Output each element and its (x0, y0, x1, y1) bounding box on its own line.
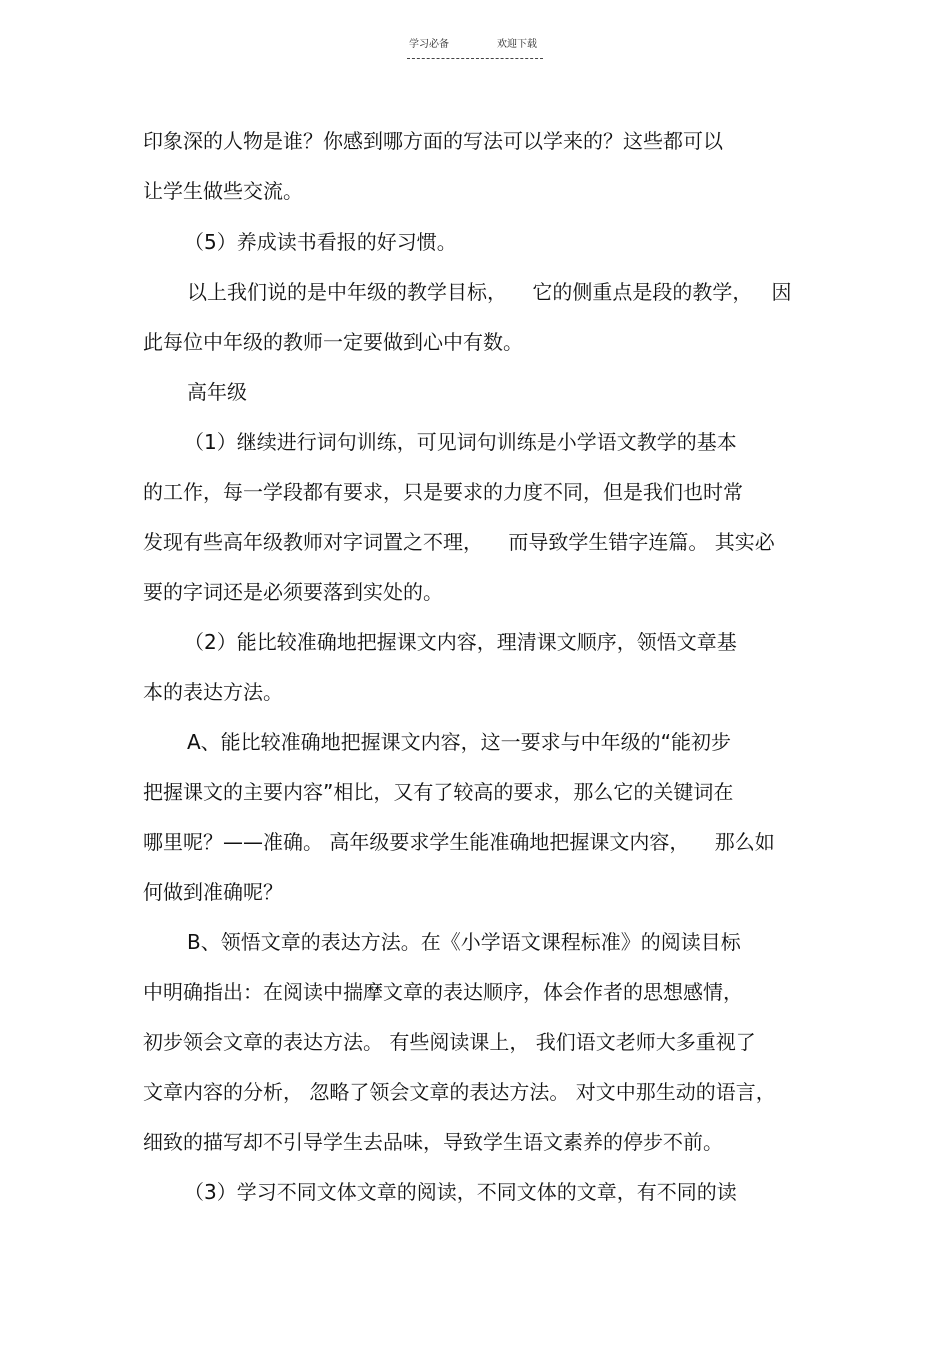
text-line: 以上我们说的是中年级的教学目标， 它的侧重点是段的教学， 因 (187, 280, 792, 304)
text-line: 何做到准确呢？ (143, 880, 283, 904)
text-line: 初步领会文章的表达方法。 有些阅读课上， 我们语文老师大多重视了 (143, 1030, 756, 1054)
text-line: （5）养成读书看报的好习惯。 (184, 230, 457, 254)
text-line: 印象深的人物是谁？你感到哪方面的写法可以学来的？这些都可以 (143, 129, 723, 153)
text-line: 哪里呢？——准确。 高年级要求学生能准确地把握课文内容， 那么如 (143, 830, 775, 854)
text-line: A、能比较准确地把握课文内容，这一要求与中年级的“能初步 (187, 730, 732, 754)
text-line: B、领悟文章的表达方法。在《小学语文课程标准》的阅读目标 (187, 930, 741, 954)
text-line: （1）继续进行词句训练，可见词句训练是小学语文教学的基本 (184, 430, 737, 454)
header-left-text: 学习必备 (409, 39, 449, 50)
text-line: 发现有些高年级教师对字词置之不理， 而导致学生错字连篇。 其实必 (143, 530, 775, 554)
text-line: 把握课文的主要内容”相比，又有了较高的要求，那么它的关键词在 (143, 780, 734, 804)
text-line: （2）能比较准确地把握课文内容，理清课文顺序，领悟文章基 (184, 630, 737, 654)
text-line: （3）学习不同文体文章的阅读，不同文体的文章，有不同的读 (184, 1180, 737, 1204)
text-line: 高年级 (187, 380, 247, 404)
text-line: 让学生做些交流。 (143, 179, 303, 203)
page-header (407, 38, 543, 59)
text-line: 要的字词还是必须要落到实处的。 (143, 580, 443, 604)
text-line: 本的表达方法。 (143, 680, 283, 704)
text-line: 细致的描写却不引导学生去品味，导致学生语文素养的停步不前。 (143, 1130, 723, 1154)
text-line: 中明确指出：在阅读中揣摩文章的表达顺序，体会作者的思想感情， (143, 980, 743, 1004)
text-line: 文章内容的分析， 忽略了领会文章的表达方法。 对文中那生动的语言， (143, 1080, 776, 1104)
text-line: 此每位中年级的教师一定要做到心中有数。 (143, 330, 523, 354)
text-line: 的工作，每一学段都有要求，只是要求的力度不同，但是我们也时常 (143, 480, 743, 504)
header-right-text: 欢迎下载 (497, 39, 537, 50)
